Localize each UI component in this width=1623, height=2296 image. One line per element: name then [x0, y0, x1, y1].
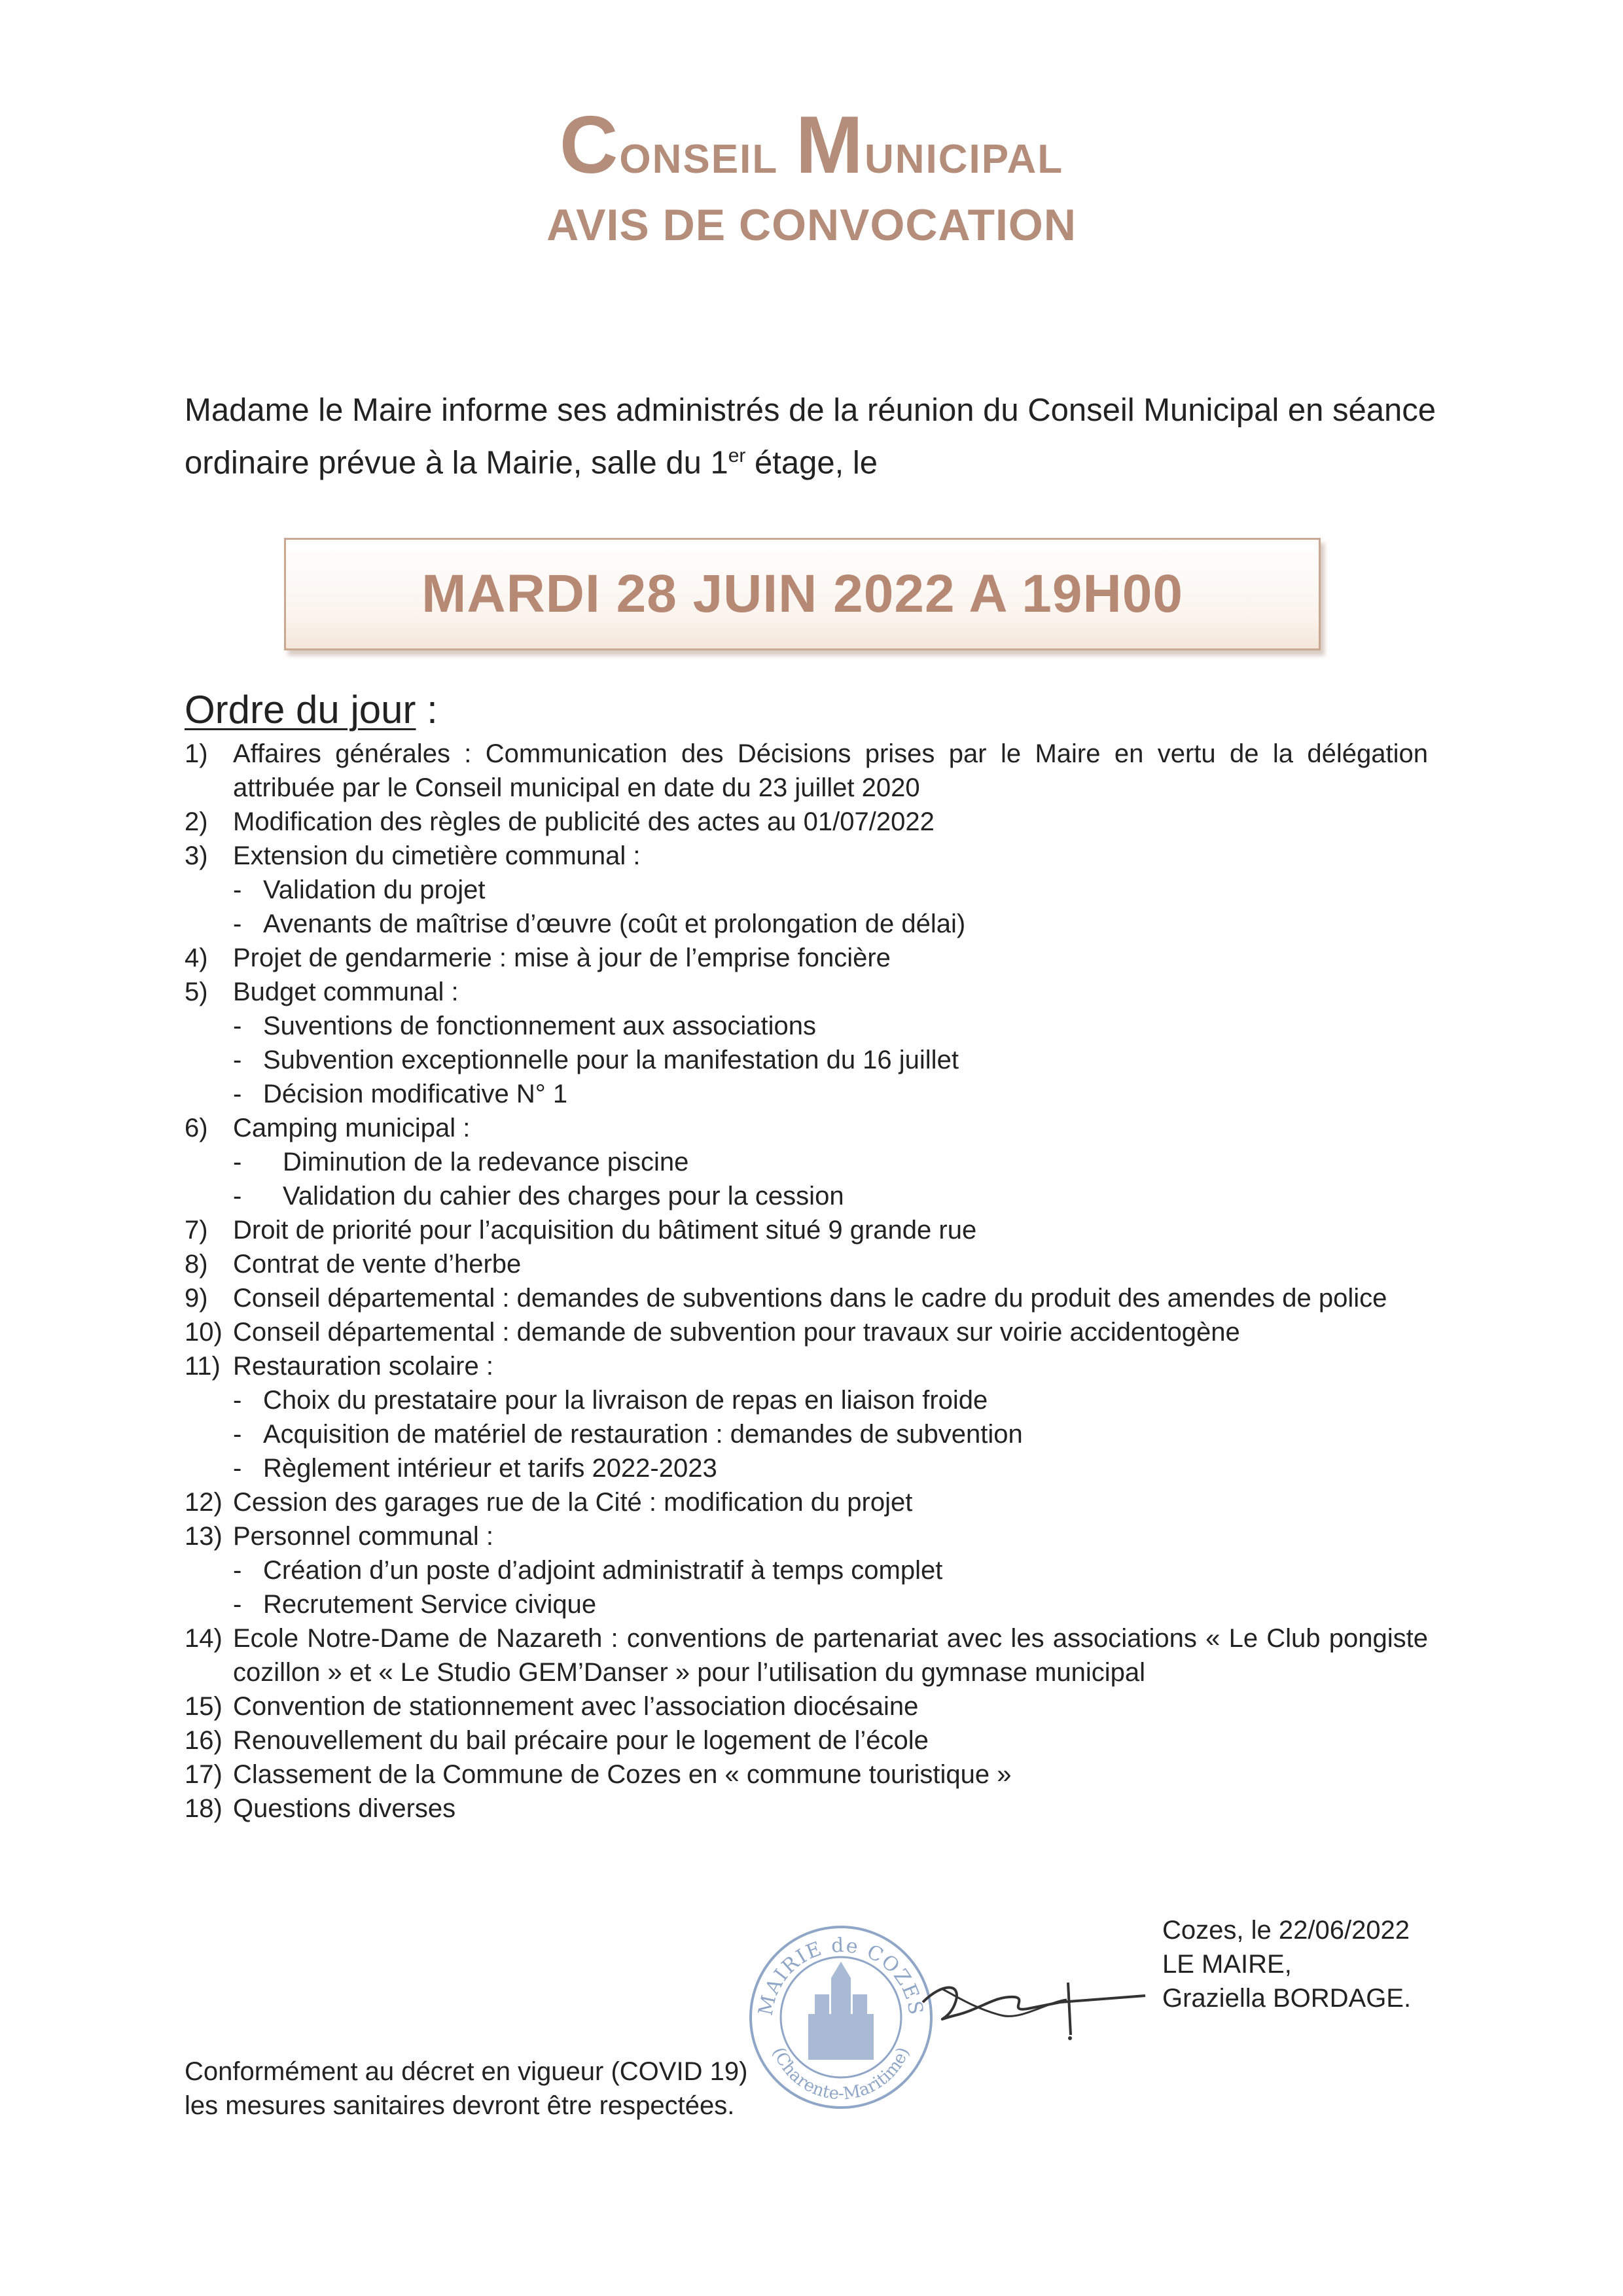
agenda-item-number: 15)	[185, 1692, 223, 1721]
agenda-item	[185, 737, 1428, 805]
agenda-heading-text: Ordre du jour	[185, 688, 416, 732]
bullet-dash: -	[233, 1590, 242, 1619]
signature-role: LE MAIRE,	[1162, 1950, 1292, 1979]
agenda-item-number: 17)	[185, 1760, 223, 1789]
agenda-item-number: 14)	[185, 1624, 223, 1653]
bullet-dash: -	[233, 1420, 242, 1449]
agenda-subitem-text: Création d’un poste d’adjoint administratif à temps complet	[263, 1556, 943, 1585]
agenda-item-number: 13)	[185, 1522, 223, 1551]
agenda-item	[185, 1519, 1428, 1553]
bullet-dash: -	[233, 1556, 242, 1585]
agenda-item-text: Cession des garages rue de la Cité : modification du projet	[233, 1488, 913, 1517]
agenda-subitem-text: Choix du prestataire pour la livraison de repas en liaison froide	[263, 1386, 988, 1415]
bullet-dash: -	[233, 1148, 242, 1176]
agenda-item	[185, 839, 1428, 873]
agenda-subitem	[185, 907, 1428, 941]
title-word-2: unicipal	[864, 120, 1064, 185]
covid-note	[185, 2055, 747, 2123]
agenda-item	[185, 941, 1428, 975]
agenda-item	[185, 1723, 1428, 1757]
agenda-item	[185, 1689, 1428, 1723]
agenda-item-text: Renouvellement du bail précaire pour le logement de l’école	[233, 1726, 929, 1755]
agenda-item-number: 18)	[185, 1794, 223, 1823]
bullet-dash: -	[233, 1182, 242, 1210]
agenda-item-text: Modification des règles de publicité des actes au 01/07/2022	[233, 807, 935, 836]
signature-place-date: Cozes, le 22/06/2022	[1162, 1916, 1410, 1945]
agenda-subitem	[185, 1451, 1428, 1485]
agenda-subitem	[185, 1077, 1428, 1111]
agenda-item-text: Extension du cimetière communal :	[233, 841, 641, 870]
bullet-dash: -	[233, 1454, 242, 1483]
intro-paragraph	[185, 387, 1467, 486]
agenda-item-number: 7)	[185, 1216, 208, 1245]
intro-text-2: étage, le	[745, 445, 878, 481]
agenda-subitem-text: Validation du projet	[263, 875, 486, 904]
bullet-dash: -	[233, 1012, 242, 1040]
title-initial-1: C	[559, 100, 620, 190]
agenda-item	[185, 1349, 1428, 1383]
agenda-subitem	[185, 1145, 1428, 1179]
agenda-item-number: 2)	[185, 807, 208, 836]
intro-text-1: Madame le Maire informe ses administrés de la réunion du Conseil Municipal en séance ordinaire prévue à la Mairie, salle du 1	[185, 393, 1436, 481]
agenda-subitem-text: Règlement intérieur et tarifs 2022-2023	[263, 1454, 717, 1483]
agenda-item	[185, 1792, 1428, 1826]
agenda-item	[185, 1757, 1428, 1792]
agenda-item	[185, 1485, 1428, 1519]
agenda-item-number: 9)	[185, 1284, 208, 1313]
page-title	[0, 100, 1623, 190]
agenda-item	[185, 1621, 1428, 1689]
agenda-subitem-text: Avenants de maîtrise d’œuvre (coût et prolongation de délai)	[263, 910, 966, 938]
stamp-bottom-text: (Charente-Maritime)	[768, 2044, 914, 2104]
agenda-item-text: Personnel communal :	[233, 1522, 493, 1551]
agenda-item-number: 11)	[185, 1352, 221, 1381]
page-subtitle: AVIS DE CONVOCATION	[546, 200, 1077, 250]
agenda-subitem	[185, 1587, 1428, 1621]
agenda-subitem-text: Validation du cahier des charges pour la cession	[283, 1182, 844, 1210]
mayor-signature	[916, 1956, 1152, 2041]
agenda-item-text: Affaires générales : Communication des Décisions prises par le Maire en vertu de la délégation attribuée par le Conseil municipal en date du 23 juillet 2020	[233, 739, 1428, 802]
agenda-item	[185, 1111, 1428, 1145]
title-initial-2: M	[795, 100, 865, 190]
agenda-item	[185, 1281, 1428, 1315]
agenda-subitem	[185, 1553, 1428, 1587]
bullet-dash: -	[233, 1386, 242, 1415]
agenda-heading	[185, 687, 438, 732]
agenda-item-text: Projet de gendarmerie : mise à jour de l’emprise foncière	[233, 944, 891, 972]
agenda-item-number: 1)	[185, 739, 208, 768]
agenda-heading-colon: :	[416, 688, 438, 732]
agenda-item	[185, 805, 1428, 839]
agenda-item-number: 8)	[185, 1250, 208, 1279]
title-word-1: onseil	[619, 120, 796, 185]
bullet-dash: -	[233, 1080, 242, 1108]
intro-superscript: er	[728, 445, 746, 467]
agenda-item-text: Droit de priorité pour l’acquisition du bâtiment situé 9 grande rue	[233, 1216, 977, 1245]
agenda-list	[185, 737, 1428, 1826]
stamp-building-icon	[808, 1962, 874, 2060]
agenda-item	[185, 1315, 1428, 1349]
agenda-subitem	[185, 1009, 1428, 1043]
agenda-item-text: Ecole Notre-Dame de Nazareth : conventions de partenariat avec les associations « Le Club pongiste cozillon » et « Le Studio GEM’Danser » pour l’utilisation du gymnase municipal	[233, 1624, 1428, 1687]
agenda-item-text: Budget communal :	[233, 978, 459, 1006]
agenda-subitem-text: Subvention exceptionnelle pour la manifestation du 16 juillet	[263, 1046, 959, 1074]
agenda-item-text: Conseil départemental : demande de subvention pour travaux sur voirie accidentogène	[233, 1318, 1240, 1347]
bullet-dash: -	[233, 1046, 242, 1074]
agenda-subitem-text: Acquisition de matériel de restauration : demandes de subvention	[263, 1420, 1023, 1449]
agenda-item-number: 12)	[185, 1488, 223, 1517]
agenda-subitem	[185, 1417, 1428, 1451]
covid-note-line-1: Conformément au décret en vigueur (COVID 19)	[185, 2057, 748, 2086]
stamp-top-text: MAIRIE de COZES	[754, 1934, 928, 2018]
town-hall-stamp	[746, 1922, 936, 2112]
agenda-item-number: 5)	[185, 978, 208, 1006]
agenda-subitem-text: Décision modificative N° 1	[263, 1080, 568, 1108]
agenda-item-number: 16)	[185, 1726, 223, 1755]
bullet-dash: -	[233, 910, 242, 938]
agenda-item-text: Camping municipal :	[233, 1114, 471, 1142]
agenda-subitem	[185, 873, 1428, 907]
agenda-item	[185, 975, 1428, 1009]
agenda-item-text: Convention de stationnement avec l’association diocésaine	[233, 1692, 919, 1721]
meeting-date-box	[284, 538, 1321, 650]
signature-name: Graziella BORDAGE.	[1162, 1984, 1412, 2013]
agenda-item-number: 3)	[185, 841, 208, 870]
agenda-item-number: 6)	[185, 1114, 208, 1142]
agenda-subitem-text: Diminution de la redevance piscine	[283, 1148, 689, 1176]
agenda-item-number: 10)	[185, 1318, 223, 1347]
agenda-item-text: Conseil départemental : demandes de subventions dans le cadre du produit des amendes de police	[233, 1284, 1387, 1313]
agenda-subitem-text: Suventions de fonctionnement aux associations	[263, 1012, 816, 1040]
agenda-item-text: Restauration scolaire :	[233, 1352, 493, 1381]
agenda-subitem-text: Recrutement Service civique	[263, 1590, 597, 1619]
agenda-subitem	[185, 1179, 1428, 1213]
agenda-item	[185, 1213, 1428, 1247]
agenda-item-text: Classement de la Commune de Cozes en « commune touristique »	[233, 1760, 1012, 1789]
agenda-item-number: 4)	[185, 944, 208, 972]
agenda-item-text: Questions diverses	[233, 1794, 456, 1823]
agenda-subitem	[185, 1043, 1428, 1077]
covid-note-line-2: les mesures sanitaires devront être respectées.	[185, 2091, 735, 2120]
agenda-item-text: Contrat de vente d’herbe	[233, 1250, 522, 1279]
signature-block	[1162, 1913, 1411, 2015]
meeting-date: MARDI 28 JUIN 2022 A 19H00	[421, 564, 1183, 624]
agenda-subitem	[185, 1383, 1428, 1417]
agenda-item	[185, 1247, 1428, 1281]
bullet-dash: -	[233, 875, 242, 904]
